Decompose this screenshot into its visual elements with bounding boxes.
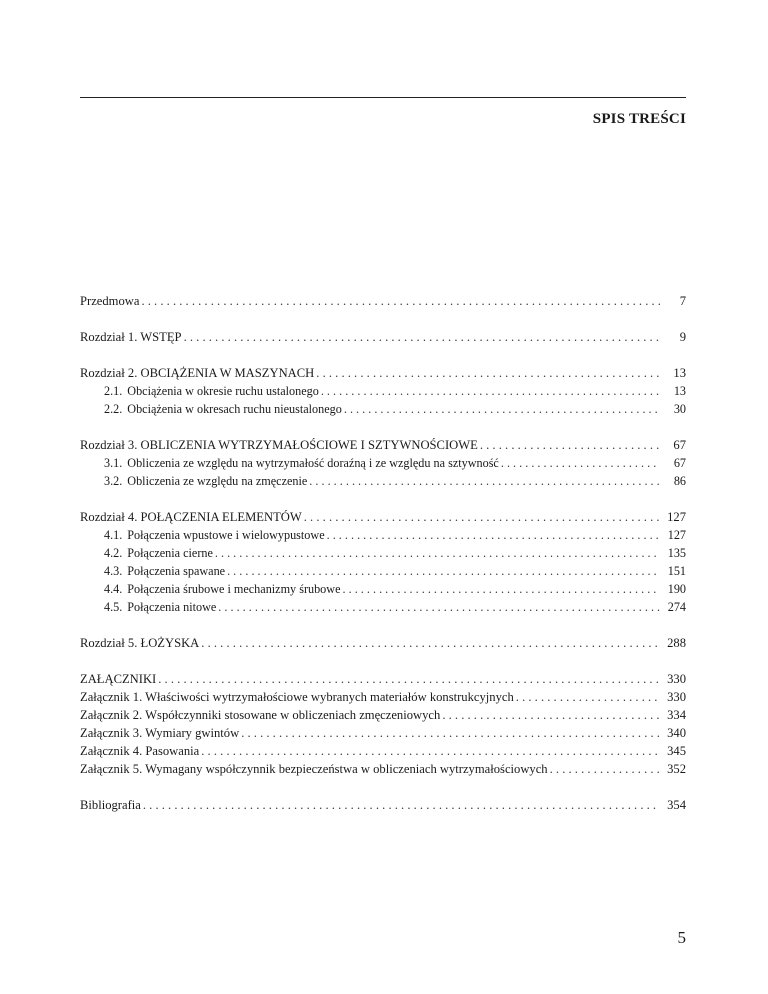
dot-leader bbox=[480, 436, 660, 454]
toc-entry-page: 127 bbox=[667, 510, 686, 524]
toc-group bbox=[80, 436, 686, 490]
toc-entry-page: 330 bbox=[667, 672, 686, 686]
toc-group bbox=[80, 364, 686, 418]
dot-leader bbox=[501, 454, 660, 472]
toc-entry-page: 135 bbox=[667, 546, 686, 560]
toc-entry bbox=[80, 670, 686, 688]
toc-entry-label: Obliczenia ze względu na zmęczenie bbox=[127, 474, 308, 488]
toc-entry-label: Załącznik 1. Właściwości wytrzymałościowe wybranych materiałów konstrukcyjnych bbox=[80, 690, 514, 704]
toc-group bbox=[80, 670, 686, 778]
toc-entry-page: 13 bbox=[673, 384, 686, 398]
toc-group bbox=[80, 796, 686, 814]
toc-entry-page: 7 bbox=[679, 294, 686, 308]
toc-entry-number: 3.1. bbox=[104, 456, 123, 470]
dot-leader bbox=[227, 562, 660, 580]
toc-entry-page: 288 bbox=[667, 636, 686, 650]
toc-entry-label: Załącznik 3. Wymiary gwintów bbox=[80, 726, 240, 740]
toc-entry-label: Bibliografia bbox=[80, 798, 141, 812]
toc-entry bbox=[80, 292, 686, 310]
dot-leader bbox=[316, 364, 660, 382]
toc-entry bbox=[80, 634, 686, 652]
toc-entry-label: Połączenia cierne bbox=[127, 546, 213, 560]
toc-entry-page: 352 bbox=[667, 762, 686, 776]
toc-entry bbox=[80, 364, 686, 382]
toc-entry-label: Rozdział 5. ŁOŻYSKA bbox=[80, 636, 200, 650]
dot-leader bbox=[516, 688, 660, 706]
toc-group bbox=[80, 292, 686, 310]
toc-entry-number: 2.1. bbox=[104, 384, 123, 398]
dot-leader bbox=[550, 760, 660, 778]
toc-entry-page: 334 bbox=[667, 708, 686, 722]
toc-entry-page: 340 bbox=[667, 726, 686, 740]
toc-entry-page: 86 bbox=[673, 474, 686, 488]
toc-entry-number: 2.2. bbox=[104, 402, 123, 416]
toc-entry-label: ZAŁĄCZNIKI bbox=[80, 672, 157, 686]
dot-leader bbox=[184, 328, 660, 346]
toc-entry-label: Załącznik 4. Pasowania bbox=[80, 744, 200, 758]
toc-entry bbox=[80, 760, 686, 778]
toc-subentry bbox=[80, 400, 686, 418]
toc-entry-label: Połączenia nitowe bbox=[127, 600, 217, 614]
toc-subentry bbox=[80, 472, 686, 490]
toc-entry-page: 67 bbox=[673, 438, 686, 452]
toc-entry-page: 151 bbox=[667, 564, 686, 578]
toc-entry-label: Rozdział 2. OBCIĄŻENIA W MASZYNACH bbox=[80, 366, 315, 380]
dot-leader bbox=[201, 634, 660, 652]
dot-leader bbox=[241, 724, 660, 742]
toc-entry-label: Załącznik 2. Współczynniki stosowane w obliczeniach zmęczeniowych bbox=[80, 708, 441, 722]
toc-group bbox=[80, 328, 686, 346]
toc-entry-label: Rozdział 4. POŁĄCZENIA ELEMENTÓW bbox=[80, 510, 302, 524]
toc-entry-label: Załącznik 5. Wymagany współczynnik bezpieczeństwa w obliczeniach wytrzymałościowych bbox=[80, 762, 548, 776]
toc-entry bbox=[80, 436, 686, 454]
toc-group bbox=[80, 634, 686, 652]
toc-entry-label: Obciążenia w okresie ruchu ustalonego bbox=[127, 384, 319, 398]
toc-entry-page: 274 bbox=[667, 600, 686, 614]
toc-entry-label: Obciążenia w okresach ruchu nieustalonego bbox=[127, 402, 342, 416]
toc-subentry bbox=[80, 580, 686, 598]
toc-entry-label: Rozdział 1. WSTĘP bbox=[80, 330, 182, 344]
dot-leader bbox=[327, 526, 660, 544]
toc-entry-number: 4.2. bbox=[104, 546, 123, 560]
toc-entry-number: 4.5. bbox=[104, 600, 123, 614]
dot-leader bbox=[141, 292, 660, 310]
toc-entry-page: 127 bbox=[667, 528, 686, 542]
page-title: SPIS TREŚCI bbox=[592, 111, 686, 127]
dot-leader bbox=[215, 544, 660, 562]
toc-entry-page: 354 bbox=[667, 798, 686, 812]
toc-subentry bbox=[80, 544, 686, 562]
dot-leader bbox=[309, 472, 660, 490]
page-number: 5 bbox=[677, 928, 686, 947]
toc-entry bbox=[80, 688, 686, 706]
toc-entry-label: Rozdział 3. OBLICZENIA WYTRZYMAŁOŚCIOWE I SZTYWNOŚCIOWE bbox=[80, 438, 478, 452]
dot-leader bbox=[143, 796, 660, 814]
table-of-contents bbox=[80, 292, 686, 832]
toc-subentry bbox=[80, 598, 686, 616]
toc-entry-page: 67 bbox=[673, 456, 686, 470]
toc-entry bbox=[80, 724, 686, 742]
toc-entry-label: Połączenia wpustowe i wielowypustowe bbox=[127, 528, 325, 542]
toc-entry-label: Obliczenia ze względu na wytrzymałość doraźną i ze względu na sztywność bbox=[127, 456, 499, 470]
toc-entry-label: Połączenia spawane bbox=[127, 564, 226, 578]
toc-entry-page: 345 bbox=[667, 744, 686, 758]
dot-leader bbox=[344, 400, 660, 418]
toc-entry-page: 330 bbox=[667, 690, 686, 704]
toc-entry-label: Przedmowa bbox=[80, 294, 140, 308]
dot-leader bbox=[343, 580, 661, 598]
toc-entry-number: 4.4. bbox=[104, 582, 123, 596]
toc-subentry bbox=[80, 562, 686, 580]
toc-entry-label: Połączenia śrubowe i mechanizmy śrubowe bbox=[127, 582, 341, 596]
toc-entry-page: 13 bbox=[673, 366, 686, 380]
toc-entry bbox=[80, 742, 686, 760]
dot-leader bbox=[442, 706, 660, 724]
toc-entry-page: 190 bbox=[667, 582, 686, 596]
toc-entry-number: 4.1. bbox=[104, 528, 123, 542]
toc-entry bbox=[80, 328, 686, 346]
toc-entry-page: 9 bbox=[679, 330, 686, 344]
header-rule bbox=[80, 97, 686, 98]
dot-leader bbox=[201, 742, 660, 760]
toc-entry bbox=[80, 796, 686, 814]
toc-entry-number: 4.3. bbox=[104, 564, 123, 578]
dot-leader bbox=[321, 382, 660, 400]
toc-subentry bbox=[80, 526, 686, 544]
toc-entry-page: 30 bbox=[673, 402, 686, 416]
dot-leader bbox=[218, 598, 660, 616]
toc-subentry bbox=[80, 382, 686, 400]
toc-group bbox=[80, 508, 686, 616]
toc-entry bbox=[80, 706, 686, 724]
dot-leader bbox=[304, 508, 660, 526]
toc-subentry bbox=[80, 454, 686, 472]
dot-leader bbox=[158, 670, 660, 688]
toc-entry-number: 3.2. bbox=[104, 474, 123, 488]
toc-entry bbox=[80, 508, 686, 526]
